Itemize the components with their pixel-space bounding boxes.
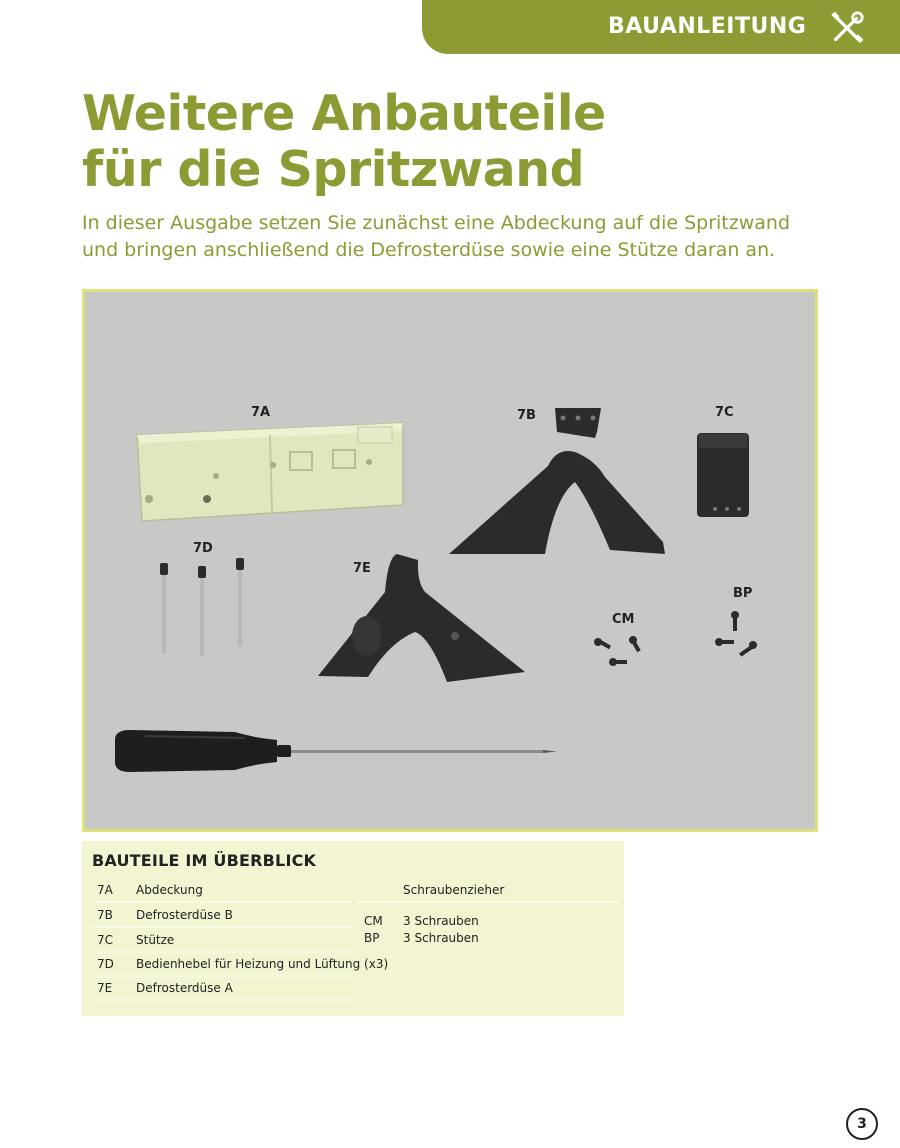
label-7d: 7D <box>193 541 213 556</box>
part-row <box>92 951 389 977</box>
extra-name: 3 Schrauben <box>403 931 479 945</box>
part-name: Stütze <box>136 933 175 947</box>
part-7c-support <box>697 433 749 517</box>
label-7e: 7E <box>353 561 371 576</box>
page-number: 3 <box>846 1108 878 1140</box>
part-name: Defrosterdüse B <box>136 908 233 922</box>
tools-icon <box>828 9 866 47</box>
part-code: 7E <box>97 981 113 995</box>
label-bp: BP <box>733 586 753 601</box>
parts-photo <box>82 289 818 832</box>
part-7e-nozzle <box>318 554 525 682</box>
page-title-line-2: für die Spritzwand <box>82 141 585 198</box>
section-tab-label: BAUANLEITUNG <box>608 14 807 39</box>
part-7d-levers <box>160 558 244 656</box>
part-row <box>92 927 350 953</box>
page-title-line-1: Weitere Anbauteile <box>82 85 606 142</box>
extra-row <box>358 877 618 903</box>
intro-line-2: und bringen anschließend die Defrosterdüse sowie eine Stütze daran an. <box>82 239 776 261</box>
screws-cm <box>594 636 641 666</box>
part-7b-nozzle <box>449 408 665 554</box>
label-7c: 7C <box>715 405 734 420</box>
part-name: Defrosterdüse A <box>136 981 233 995</box>
parts-heading: BAUTEILE IM ÜBERBLICK <box>92 851 317 870</box>
part-name: Bedienhebel für Heizung und Lüftung (x3) <box>136 957 389 971</box>
extra-name: 3 Schrauben <box>403 914 479 928</box>
label-7b: 7B <box>517 408 536 423</box>
extra-code: BP <box>364 931 380 945</box>
part-7a-cover <box>137 423 403 521</box>
part-code: 7A <box>97 883 113 897</box>
intro-text <box>82 210 842 264</box>
part-row <box>92 975 350 1001</box>
part-row <box>92 902 350 928</box>
part-code: 7C <box>97 933 114 947</box>
extra-name: Schraubenzieher <box>403 883 505 897</box>
part-name: Abdeckung <box>136 883 203 897</box>
label-cm: CM <box>612 612 635 627</box>
screwdriver <box>115 730 557 772</box>
intro-line-1: In dieser Ausgabe setzen Sie zunächst eine Abdeckung auf die Spritzwand <box>82 212 791 234</box>
part-row <box>92 877 350 903</box>
part-code: 7B <box>97 908 113 922</box>
label-7a: 7A <box>251 405 271 420</box>
part-code: 7D <box>97 957 114 971</box>
page-title <box>82 86 606 198</box>
extra-code: CM <box>364 914 383 928</box>
screws-bp <box>715 611 757 657</box>
parts-illustration <box>85 292 815 829</box>
parts-overview <box>82 841 624 1016</box>
section-tab <box>422 0 900 54</box>
